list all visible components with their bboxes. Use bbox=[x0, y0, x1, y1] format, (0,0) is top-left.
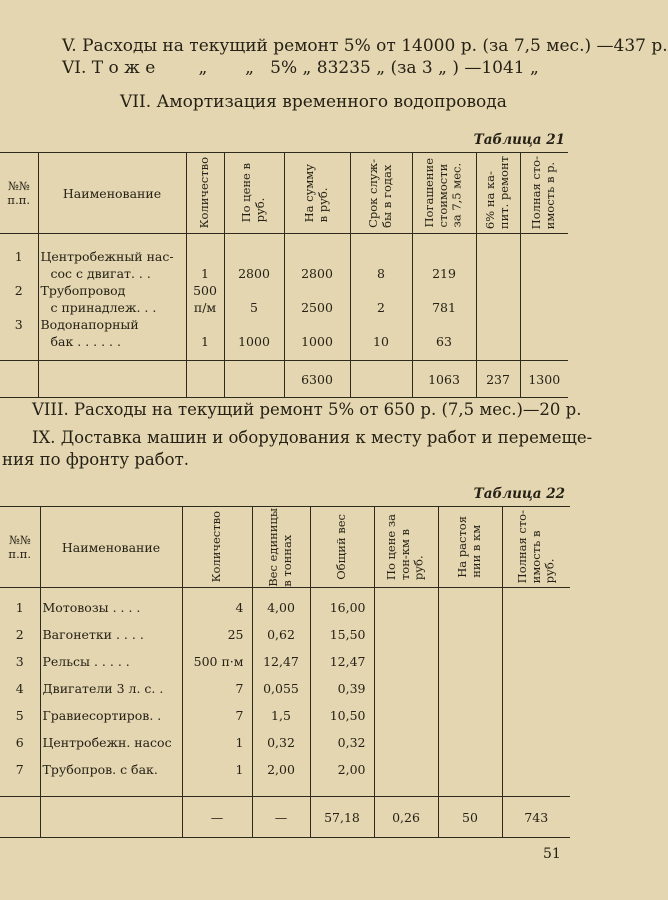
t21-h-qty: Количество bbox=[186, 153, 224, 234]
t21-col-repair bbox=[476, 234, 520, 361]
t22-col-qty: 4 25 500 п·м 7 7 1 1 bbox=[182, 588, 252, 797]
table22-header-row bbox=[0, 507, 570, 588]
table21-body-row bbox=[0, 234, 568, 361]
table22-body-row bbox=[0, 588, 570, 797]
t22-total-weight: 57,18 bbox=[310, 797, 374, 838]
t21-col-sum: 2800 2500 1000 bbox=[284, 234, 350, 361]
table22-total-row bbox=[0, 797, 570, 838]
line-ix-a: IX. Доставка машин и оборудования к месту работ и перемеще- bbox=[32, 428, 593, 447]
table21-caption: Таблица 21 bbox=[473, 132, 565, 148]
t22-total-dist: 50 bbox=[438, 797, 502, 838]
t21-total-full: 1300 bbox=[520, 361, 568, 398]
section-vii-heading: VII. Амортизация временного водопровода bbox=[120, 92, 507, 112]
t22-h-qty: Количество bbox=[182, 507, 252, 588]
t21-h-amort: Погашение стоимости за 7,5 мес. bbox=[412, 153, 476, 234]
t22-h-unit: Вес единицы в тоннах bbox=[252, 507, 310, 588]
page-number: 51 bbox=[543, 846, 561, 862]
t22-total-price: 0,26 bbox=[374, 797, 438, 838]
t22-col-name: Мотовозы . . . . Вагонетки . . . . Рельсы . . . . . Двигатели 3 л. с. . Гравиесортиров. . Центробежн. насос Трубопров. с бак. bbox=[40, 588, 182, 797]
t21-h-full: Полная сто- имость в р. bbox=[520, 153, 568, 234]
t21-h-term: Срок служ- бы в годах bbox=[350, 153, 412, 234]
t21-col-term: 8 2 10 bbox=[350, 234, 412, 361]
t22-col-dist bbox=[438, 588, 502, 797]
t21-col-name: Центробежный нас- сос с двигат. . . Трубопровод с принадлеж. . . Водонапорный бак . . . . . . bbox=[38, 234, 186, 361]
t21-total-sum: 6300 bbox=[284, 361, 350, 398]
t22-h-name: Наименование bbox=[40, 507, 182, 588]
t21-h-price: По цене в руб. bbox=[224, 153, 284, 234]
line-ix-b: ния по фронту работ. bbox=[2, 450, 189, 469]
t21-col-no: 1 2 3 bbox=[0, 234, 38, 361]
t21-col-qty: 1 500 п/м 1 bbox=[186, 234, 224, 361]
t22-h-dist: На растоя нии в км bbox=[438, 507, 502, 588]
t22-total-full: 743 bbox=[502, 797, 570, 838]
t21-total-repair: 237 bbox=[476, 361, 520, 398]
line-vi: VI. Т о ж е „ „ 5% „ 83235 „ (за 3 „ ) —1041 „ bbox=[62, 58, 539, 78]
t22-total-unit: — bbox=[252, 797, 310, 838]
t22-h-price: По цене за тон-км в руб. bbox=[374, 507, 438, 588]
t22-h-no: №№ п.п. bbox=[0, 507, 40, 588]
t22-total-qty: — bbox=[182, 797, 252, 838]
t21-col-amort: 219 781 63 bbox=[412, 234, 476, 361]
t21-h-sum: На сумму в руб. bbox=[284, 153, 350, 234]
line-v: V. Расходы на текущий ремонт 5% от 14000 р. (за 7,5 мес.) —437 р. bbox=[62, 36, 668, 56]
t21-h-repair: 6% на ка- пит. ремонт bbox=[476, 153, 520, 234]
table21-total-row bbox=[0, 361, 568, 398]
line-viii: VIII. Расходы на текущий ремонт 5% от 650 р. (7,5 мес.)—20 р. bbox=[32, 400, 582, 419]
t22-col-full bbox=[502, 588, 570, 797]
t21-col-price: 2800 5 1000 bbox=[224, 234, 284, 361]
t21-col-full bbox=[520, 234, 568, 361]
t22-h-total: Общий вес bbox=[310, 507, 374, 588]
t22-col-price bbox=[374, 588, 438, 797]
t22-col-total: 16,00 15,50 12,47 0,39 10,50 0,32 2,00 bbox=[310, 588, 374, 797]
table-21 bbox=[0, 152, 568, 398]
table-22 bbox=[0, 506, 570, 838]
table21-header-row bbox=[0, 153, 568, 234]
t21-total-amort: 1063 bbox=[412, 361, 476, 398]
t21-h-name: Наименование bbox=[38, 153, 186, 234]
t21-h-no: №№ п.п. bbox=[0, 153, 38, 234]
t22-col-unit: 4,00 0,62 12,47 0,055 1,5 0,32 2,00 bbox=[252, 588, 310, 797]
table22-caption: Таблица 22 bbox=[473, 486, 565, 502]
t22-h-full: Полная сто- имость в руб. bbox=[502, 507, 570, 588]
t22-col-no: 1 2 3 4 5 6 7 bbox=[0, 588, 40, 797]
